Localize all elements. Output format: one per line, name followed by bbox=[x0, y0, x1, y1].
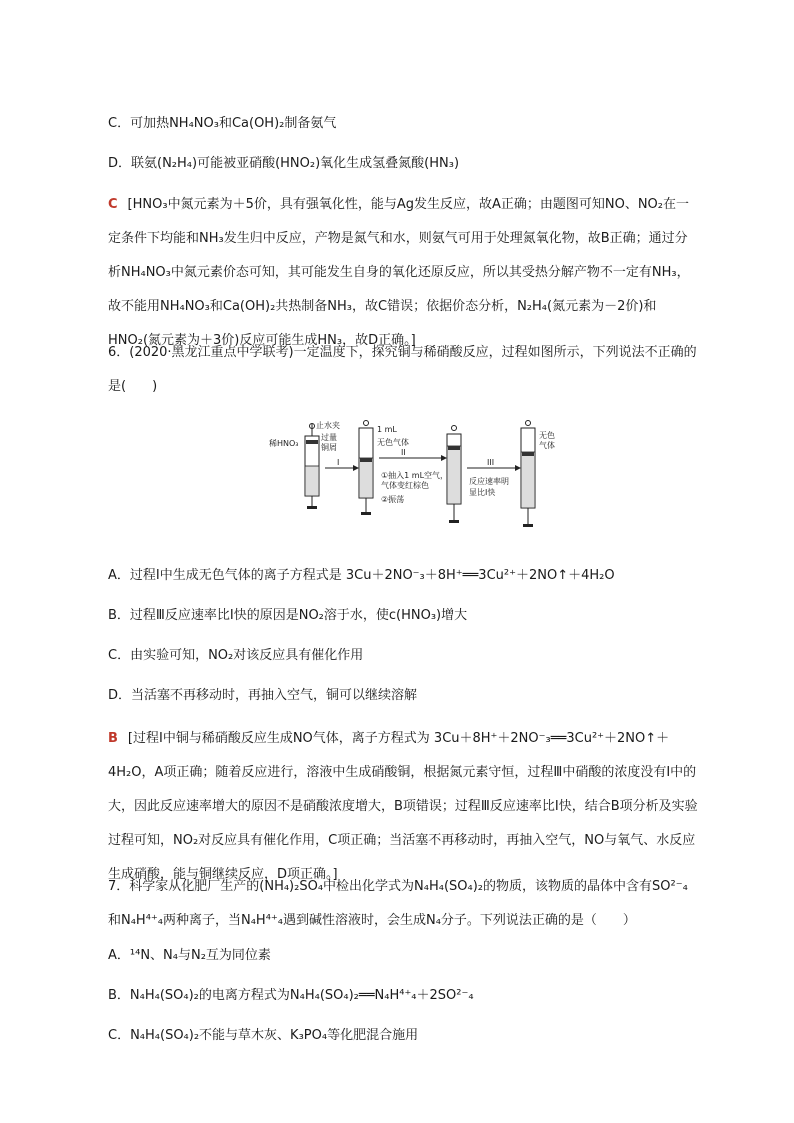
fig-label-excess: 过量 bbox=[321, 433, 337, 442]
fig-label-colorless-gas-1: 无色气体 bbox=[377, 438, 409, 447]
q7-option-a: A．¹⁴N、N₄与N₂互为同位素 bbox=[108, 948, 271, 963]
arrow-step-1-head bbox=[353, 465, 359, 471]
syringe-1 bbox=[305, 424, 319, 510]
q7-option-c: C．N₄H₄(SO₄)₂不能与草木灰、K₃PO₄等化肥混合施用 bbox=[108, 1028, 419, 1043]
q6-option-b: B．过程Ⅲ反应速率比Ⅰ快的原因是NO₂溶于水，使c(HNO₃)增大 bbox=[108, 608, 468, 623]
fig-label-dilute-acid: 稀HNO₃ bbox=[269, 439, 299, 448]
q6-option-a: A．过程Ⅰ中生成无色气体的离子方程式是 3Cu＋2NO⁻₃＋8H⁺══3Cu²⁺＋2NO↑＋4H₂O bbox=[108, 568, 615, 583]
arrow-step-2-head bbox=[441, 455, 447, 461]
q7-option-b: B．N₄H₄(SO₄)₂的电离方程式为N₄H₄(SO₄)₂══N₄H⁴⁺₄＋2SO²⁻₄ bbox=[108, 988, 474, 1003]
q7-stem: 7．科学家从化肥厂生产的(NH₄)₂SO₄中检出化学式为N₄H₄(SO₄)₂的物质，该物质的晶体中含有SO²⁻₄和N₄H⁴⁺₄两种离子，当N₄H⁴⁺₄遇到碱性溶液时，会生成N₄分子。下列说法正确的是（ ） bbox=[108, 879, 688, 928]
fig-step-2: II bbox=[401, 448, 406, 457]
fig-note-shake: ②振荡 bbox=[381, 495, 405, 504]
fig-note-rate-2: 显比Ⅰ快 bbox=[469, 488, 496, 497]
q6-answer-block bbox=[108, 722, 698, 892]
syringe-4 bbox=[521, 421, 535, 528]
q6-answer-letter: B bbox=[108, 731, 118, 746]
fig-note-rate-1: 反应速率明 bbox=[469, 477, 509, 486]
fig-step-1: I bbox=[337, 458, 340, 467]
fig-label-water-clip: 止水夹 bbox=[316, 421, 340, 430]
q5-answer-letter: C bbox=[108, 197, 118, 212]
fig-step-3: III bbox=[487, 458, 495, 467]
q5-option-c: C．可加热NH₄NO₃和Ca(OH)₂制备氨气 bbox=[108, 116, 337, 131]
fig-label-colorless-gas-2a: 无色 bbox=[539, 431, 555, 440]
q6-explanation: [过程Ⅰ中铜与稀硝酸反应生成NO气体，离子方程式为 3Cu＋8H⁺＋2NO⁻₃══3Cu²⁺＋2NO↑＋4H₂O，A项正确；随着反应进行，溶液中生成硝酸铜，根据氮元素守恒，过程Ⅲ中硝酸的浓度没有Ⅰ中的大，因此反应速率增大的原因不是硝酸浓度增大，B项错误；过程Ⅲ反应速率比Ⅰ快，结合B项分析及实验过程可知，NO₂对反应具有催化作用，C项正确；当活塞不再移动时，再抽入空气，NO与氧气、水反应生成硝酸，能与铜继续反应，D项正确。] bbox=[108, 731, 698, 882]
q5-option-d: D．联氨(N₂H₄)可能被亚硝酸(HNO₂)氧化生成氢叠氮酸(HN₃) bbox=[108, 156, 460, 171]
arrow-step-3-head bbox=[515, 465, 521, 471]
q5-answer-block bbox=[108, 188, 698, 358]
fig-label-colorless-gas-2b: 气体 bbox=[539, 441, 555, 450]
fig-note-air-2: 气体变红棕色 bbox=[381, 481, 429, 490]
fig-label-1ml: 1 mL bbox=[377, 425, 397, 434]
q6-stem: 6．(2020·黑龙江重点中学联考)一定温度下，探究铜与稀硝酸反应，过程如图所示，下列说法不正确的是( ) bbox=[108, 345, 697, 394]
q5-explanation: [HNO₃中氮元素为＋5价，具有强氧化性，能与Ag发生反应，故A正确；由题图可知NO、NO₂在一定条件下均能和NH₃发生归中反应，产物是氮气和水，则氨气可用于处理氮氧化物，故B正确；通过分析NH₄NO₃中氮元素价态可知，其可能发生自身的氧化还原反应，所以其受热分解产物不一定有NH₃，故不能用NH₄NO₃和Ca(OH)₂共热制备NH₃，故C错误；依据价态分析，N₂H₄(氮元素为－2价)和HNO₂(氮元素为＋3价)反应可能生成HN₃，故D正确。] bbox=[108, 197, 690, 348]
syringe-3 bbox=[447, 426, 461, 524]
fig-note-air-1: ①抽入1 mL空气， bbox=[381, 471, 449, 480]
q6-option-c: C．由实验可知，NO₂对该反应具有催化作用 bbox=[108, 648, 364, 663]
syringe-2 bbox=[359, 421, 373, 516]
q6-option-d: D．当活塞不再移动时，再抽入空气，铜可以继续溶解 bbox=[108, 688, 418, 703]
q6-apparatus-figure bbox=[255, 418, 560, 528]
fig-label-copper: 铜屑 bbox=[321, 443, 337, 452]
